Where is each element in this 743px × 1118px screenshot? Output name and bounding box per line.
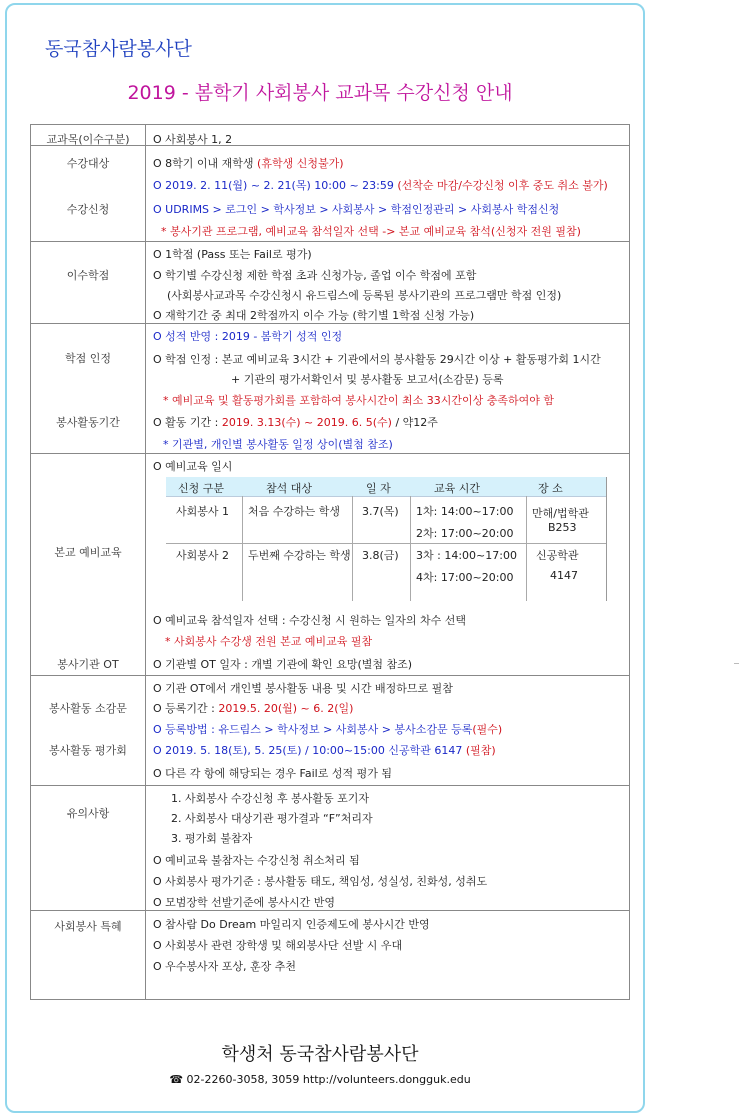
schedule-row2-place2: 4147	[550, 569, 578, 582]
telephone-icon: ☎	[169, 1073, 184, 1086]
schedule-row2-who: 두번째 수강하는 학생	[248, 549, 351, 562]
target-text: O 8학기 이내 재학생 (휴학생 신청불가)	[153, 157, 344, 170]
footer-contact: ☎ 02-2260-3058, 3059 http://volunteers.dongguk.edu	[169, 1073, 471, 1086]
label-benefits: 사회봉사 특혜	[54, 920, 122, 933]
schedule-row2-date: 3.8(금)	[362, 549, 399, 562]
note-line-2: 2. 사회봉사 대상기관 평가결과 “F”처리자	[171, 812, 373, 825]
credit-line-2: O 학기별 수강신청 제한 학점 초과 신청가능, 졸업 이수 학점에 포함	[153, 269, 477, 282]
rec-line-3: + 기관의 평가서확인서 및 봉사활동 보고서(소감문) 등록	[231, 373, 504, 386]
benefit-line-3: O 우수봉사자 포상, 훈장 추천	[153, 960, 297, 973]
schedule-header-date: 일 자	[366, 482, 391, 495]
label-notes: 유의사항	[66, 807, 110, 820]
schedule-row1-date: 3.7(목)	[362, 505, 399, 518]
footer-org: 학생처 동국참사람봉사단	[221, 1044, 419, 1065]
rec-line-2: O 학점 인정 : 본교 예비교육 3시간 + 기관에서의 봉사활동 29시간 이상 + 활동평가회 1시간	[153, 353, 601, 366]
schedule-row2-type: 사회봉사 2	[176, 549, 229, 562]
eval-line-1: O 2019. 5. 18(토), 5. 25(토) / 10:00~15:00 신공학관 6147 (필참)	[153, 744, 496, 757]
period-line: O 활동 기간 : 2019. 3.13(수) ~ 2019. 6. 5(수) / 약12주	[153, 416, 438, 429]
period-note: * 기관별, 개인별 봉사활동 일정 상이(별첨 참조)	[163, 438, 393, 451]
note-line-1: 1. 사회봉사 수강신청 후 봉사활동 포기자	[171, 792, 369, 805]
schedule-header-who: 참석 대상	[266, 482, 313, 495]
benefit-line-1: O 참사람 Do Dream 마일리지 인증제도에 봉사시간 반영	[153, 918, 430, 931]
eval-line-2: O 다른 각 항에 해당되는 경우 Fail로 성적 평가 됨	[153, 767, 392, 780]
credit-line-3: (사회봉사교과목 수강신청시 유드림스에 등록된 봉사기관의 프로그램만 학점 인정)	[167, 289, 562, 302]
benefit-line-2: O 사회봉사 관련 장학생 및 해외봉사단 선발 시 우대	[153, 939, 403, 952]
schedule-row1-time2: 2차: 17:00~20:00	[416, 527, 514, 540]
schedule-table	[166, 477, 607, 601]
schedule-row2-time1: 3차 : 14:00~17:00	[416, 549, 517, 562]
pre-line-1: O 예비교육 일시	[153, 460, 233, 473]
schedule-header-time: 교육 시간	[434, 482, 481, 495]
rec-line-1: O 성적 반영 : 2019 - 봄학기 성적 인정	[153, 330, 343, 343]
schedule-row1-place2: B253	[548, 521, 577, 534]
schedule-row1-place1: 만해/법학관	[532, 507, 589, 520]
note-line-5: O 사회봉사 평가기준 : 봉사활동 태도, 책임성, 성실성, 친화성, 성취도	[153, 875, 488, 888]
schedule-header-place: 장 소	[538, 482, 563, 495]
schedule-row1-time1: 1차: 14:00~17:00	[416, 505, 514, 518]
schedule-row1-type: 사회봉사 1	[176, 505, 229, 518]
pre-line-3: * 사회봉사 수강생 전원 본교 예비교육 필참	[165, 635, 373, 648]
label-period: 봉사활동기간	[56, 416, 120, 429]
label-subject: 교과목(이수구분)	[46, 133, 130, 146]
label-report: 봉사활동 소감문	[49, 702, 127, 715]
credit-line-4: O 재학기간 중 최대 2학점까지 이수 가능 (학기별 1학점 신청 가능)	[153, 309, 475, 322]
apply-path: O UDRIMS > 로그인 > 학사정보 > 사회봉사 > 학점인정관리 > 사회봉사 학점신청	[153, 203, 560, 216]
page-title: 2019 - 봄학기 사회봉사 교과목 수강신청 안내	[127, 82, 513, 104]
rec-line-4: * 예비교육 및 활동평가회를 포함하여 봉사시간이 최소 33시간이상 충족하여야 함	[163, 394, 554, 407]
label-pre-edu: 본교 예비교육	[54, 546, 122, 559]
label-ot: 봉사기관 OT	[57, 658, 119, 671]
label-target: 수강대상	[66, 157, 110, 170]
apply-note: * 봉사기관 프로그램, 예비교육 참석일자 선택 -> 본교 예비교육 참석(신청자 전원 필참)	[161, 225, 581, 238]
decorative-dash	[734, 663, 739, 664]
report-line-3: O 등록방법 : 유드림스 > 학사정보 > 사회봉사 > 봉사소감문 등록(필수)	[153, 723, 503, 736]
report-line-2: O 등록기간 : 2019.5. 20(월) ~ 6. 2(일)	[153, 702, 354, 715]
schedule-row2-time2: 4차: 17:00~20:00	[416, 571, 514, 584]
org-title: 동국참사람봉사단	[45, 38, 192, 60]
apply-period: O 2019. 2. 11(월) ~ 2. 21(목) 10:00 ~ 23:59 (선착순 마감/수강신청 이후 중도 취소 불가)	[153, 179, 608, 192]
label-eval: 봉사활동 평가회	[49, 744, 127, 757]
ot-line: O 기관별 OT 일자 : 개별 기관에 확인 요망(별첨 참조)	[153, 658, 413, 671]
subject-text: O 사회봉사 1, 2	[153, 133, 233, 146]
schedule-row2-place1: 신공학관	[536, 549, 579, 562]
pre-line-2: O 예비교육 참석일자 선택 : 수강신청 시 원하는 일자의 차수 선택	[153, 614, 466, 627]
schedule-header-type: 신청 구분	[178, 482, 225, 495]
schedule-row1-who: 처음 수강하는 학생	[248, 505, 341, 518]
report-line-1: O 기관 OT에서 개인별 봉사활동 내용 및 시간 배정하므로 필참	[153, 682, 453, 695]
label-credit: 이수학점	[66, 269, 110, 282]
label-recognition: 학점 인정	[64, 352, 111, 365]
note-line-3: 3. 평가회 불참자	[171, 832, 253, 845]
note-line-6: O 모범장학 선발기준에 봉사시간 반영	[153, 896, 336, 909]
credit-line-1: O 1학점 (Pass 또는 Fail로 평가)	[153, 248, 312, 261]
label-apply: 수강신청	[66, 203, 110, 216]
note-line-4: O 예비교육 불참자는 수강신청 취소처리 됨	[153, 854, 360, 867]
